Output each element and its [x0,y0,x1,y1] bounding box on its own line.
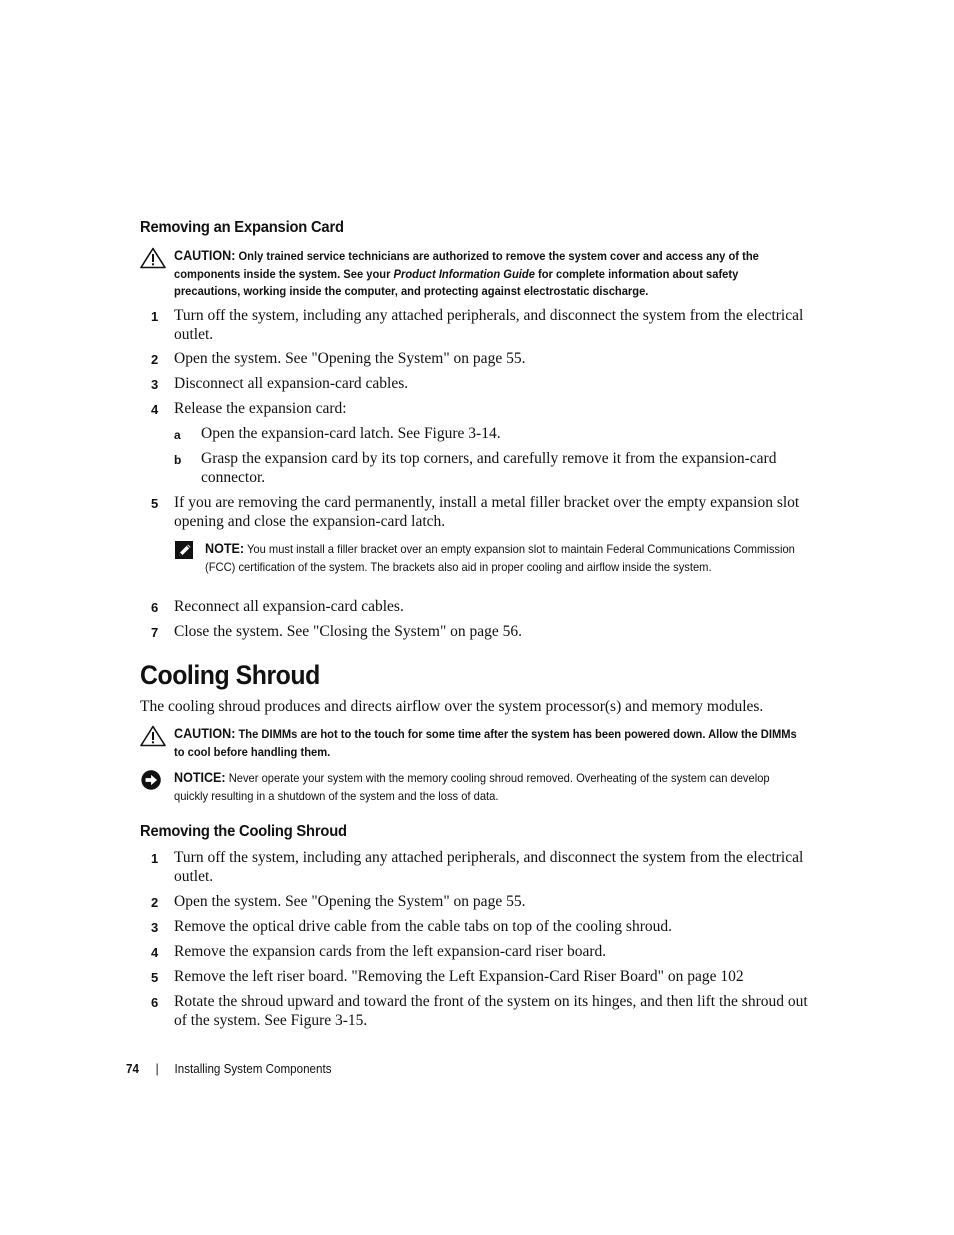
step-number: 1 [151,851,159,866]
step-text: Disconnect all expansion-card cables. [174,375,409,392]
note-body: You must install a filler bracket over an empty expansion slot to maintain Federal Communications Commission (FCC) certification of the system. The brackets also aid in proper cooling and airflow inside the system. [205,542,795,574]
list-item [140,598,820,617]
step-number: 5 [151,970,159,985]
list-item [140,400,820,419]
list-subitem [140,425,820,444]
step-text: Reconnect all expansion-card cables. [174,598,404,615]
caution-text [174,247,806,301]
step-text: Open the system. See "Opening the System" on page 55. [174,350,526,367]
note-label: NOTE: [205,541,245,556]
step-text: Remove the optical drive cable from the cable tabs on top of the cooling shroud. [174,918,673,935]
step-text: Open the system. See "Opening the System" on page 55. [174,893,526,910]
step-text: If you are removing the card permanently, install a metal filler bracket over the empty expansion slot opening and close the expansion-card latch. [174,494,800,530]
step-number: 2 [151,895,159,910]
list-item [140,968,820,987]
step-text: Rotate the shroud upward and toward the front of the system on its hinges, and then lift the shroud out of the system. See Figure 3-15. [174,993,808,1029]
note-block [174,540,814,576]
caution-text-after: for complete information about safety precautions, working inside the computer, and protecting against electrostatic discharge. [174,266,739,298]
page-footer [126,1062,332,1076]
step-number: 6 [151,995,159,1010]
substep-letter: b [174,453,182,467]
list-item [140,375,820,394]
step-number: 6 [151,600,159,615]
list-item [140,993,820,1030]
substep-text: Grasp the expansion card by its top corners, and carefully remove it from the expansion-card connector. [201,450,777,486]
step-number: 4 [151,402,159,417]
caution-block [140,725,810,761]
step-text: Turn off the system, including any attached peripherals, and disconnect the system from the electrical outlet. [174,307,804,343]
list-item [140,623,820,642]
step-text: Remove the expansion cards from the left expansion-card riser board. [174,943,607,960]
step-number: 2 [151,352,159,367]
substep-text: Open the expansion-card latch. See Figure 3-14. [201,425,501,442]
note-text [205,540,810,576]
caution-text-before: Only trained service technicians are authorized to remove the system cover and access any of the components inside the system. See your [174,249,759,281]
step-number: 3 [151,377,159,392]
warning-triangle-icon [140,725,166,747]
caution-label: CAUTION: [174,726,236,741]
notice-block [140,769,810,805]
step-number: 5 [151,496,159,511]
step-text: Close the system. See "Closing the System" on page 56. [174,623,523,640]
step-number: 1 [151,309,159,324]
step-text: Release the expansion card: [174,400,347,417]
caution-guide-title: Product Information Guide [393,266,535,281]
step-number: 3 [151,920,159,935]
caution-label: CAUTION: [174,248,236,263]
list-item [140,494,820,531]
step-number: 4 [151,945,159,960]
list-item [140,350,820,369]
section-title-cooling-shroud: Cooling Shroud [140,660,320,690]
section-heading-removing-expansion-card: Removing an Expansion Card [140,219,344,236]
caution-body: The DIMMs are hot to the touch for some time after the system has been powered down. Allow the DIMMs to cool before handling them. [174,727,797,759]
list-item [140,943,820,962]
list-subitem [140,450,820,487]
step-number: 7 [151,625,159,640]
caution-text [174,725,806,761]
footer-separator: | [155,1062,159,1076]
notice-text [174,769,806,805]
notice-circle-icon [140,769,164,791]
notice-label: NOTICE: [174,770,226,785]
list-item [140,918,820,937]
list-item [140,849,820,886]
page-number: 74 [126,1062,139,1076]
list-item [140,307,820,344]
step-text: Remove the left riser board. "Removing the Left Expansion-Card Riser Board" on page 102 [174,968,744,985]
list-item [140,893,820,912]
pencil-note-icon [174,540,194,560]
section-heading-removing-cooling-shroud: Removing the Cooling Shroud [140,823,347,840]
notice-body: Never operate your system with the memory cooling shroud removed. Overheating of the system can develop quickly resulting in a shutdown of the system and the loss of data. [174,771,770,803]
substep-letter: a [174,428,181,442]
caution-block [140,247,810,301]
warning-triangle-icon [140,247,166,269]
step-text: Turn off the system, including any attached peripherals, and disconnect the system from the electrical outlet. [174,849,804,885]
chapter-title: Installing System Components [174,1062,332,1076]
intro-paragraph: The cooling shroud produces and directs airflow over the system processor(s) and memory modules. [140,698,764,715]
